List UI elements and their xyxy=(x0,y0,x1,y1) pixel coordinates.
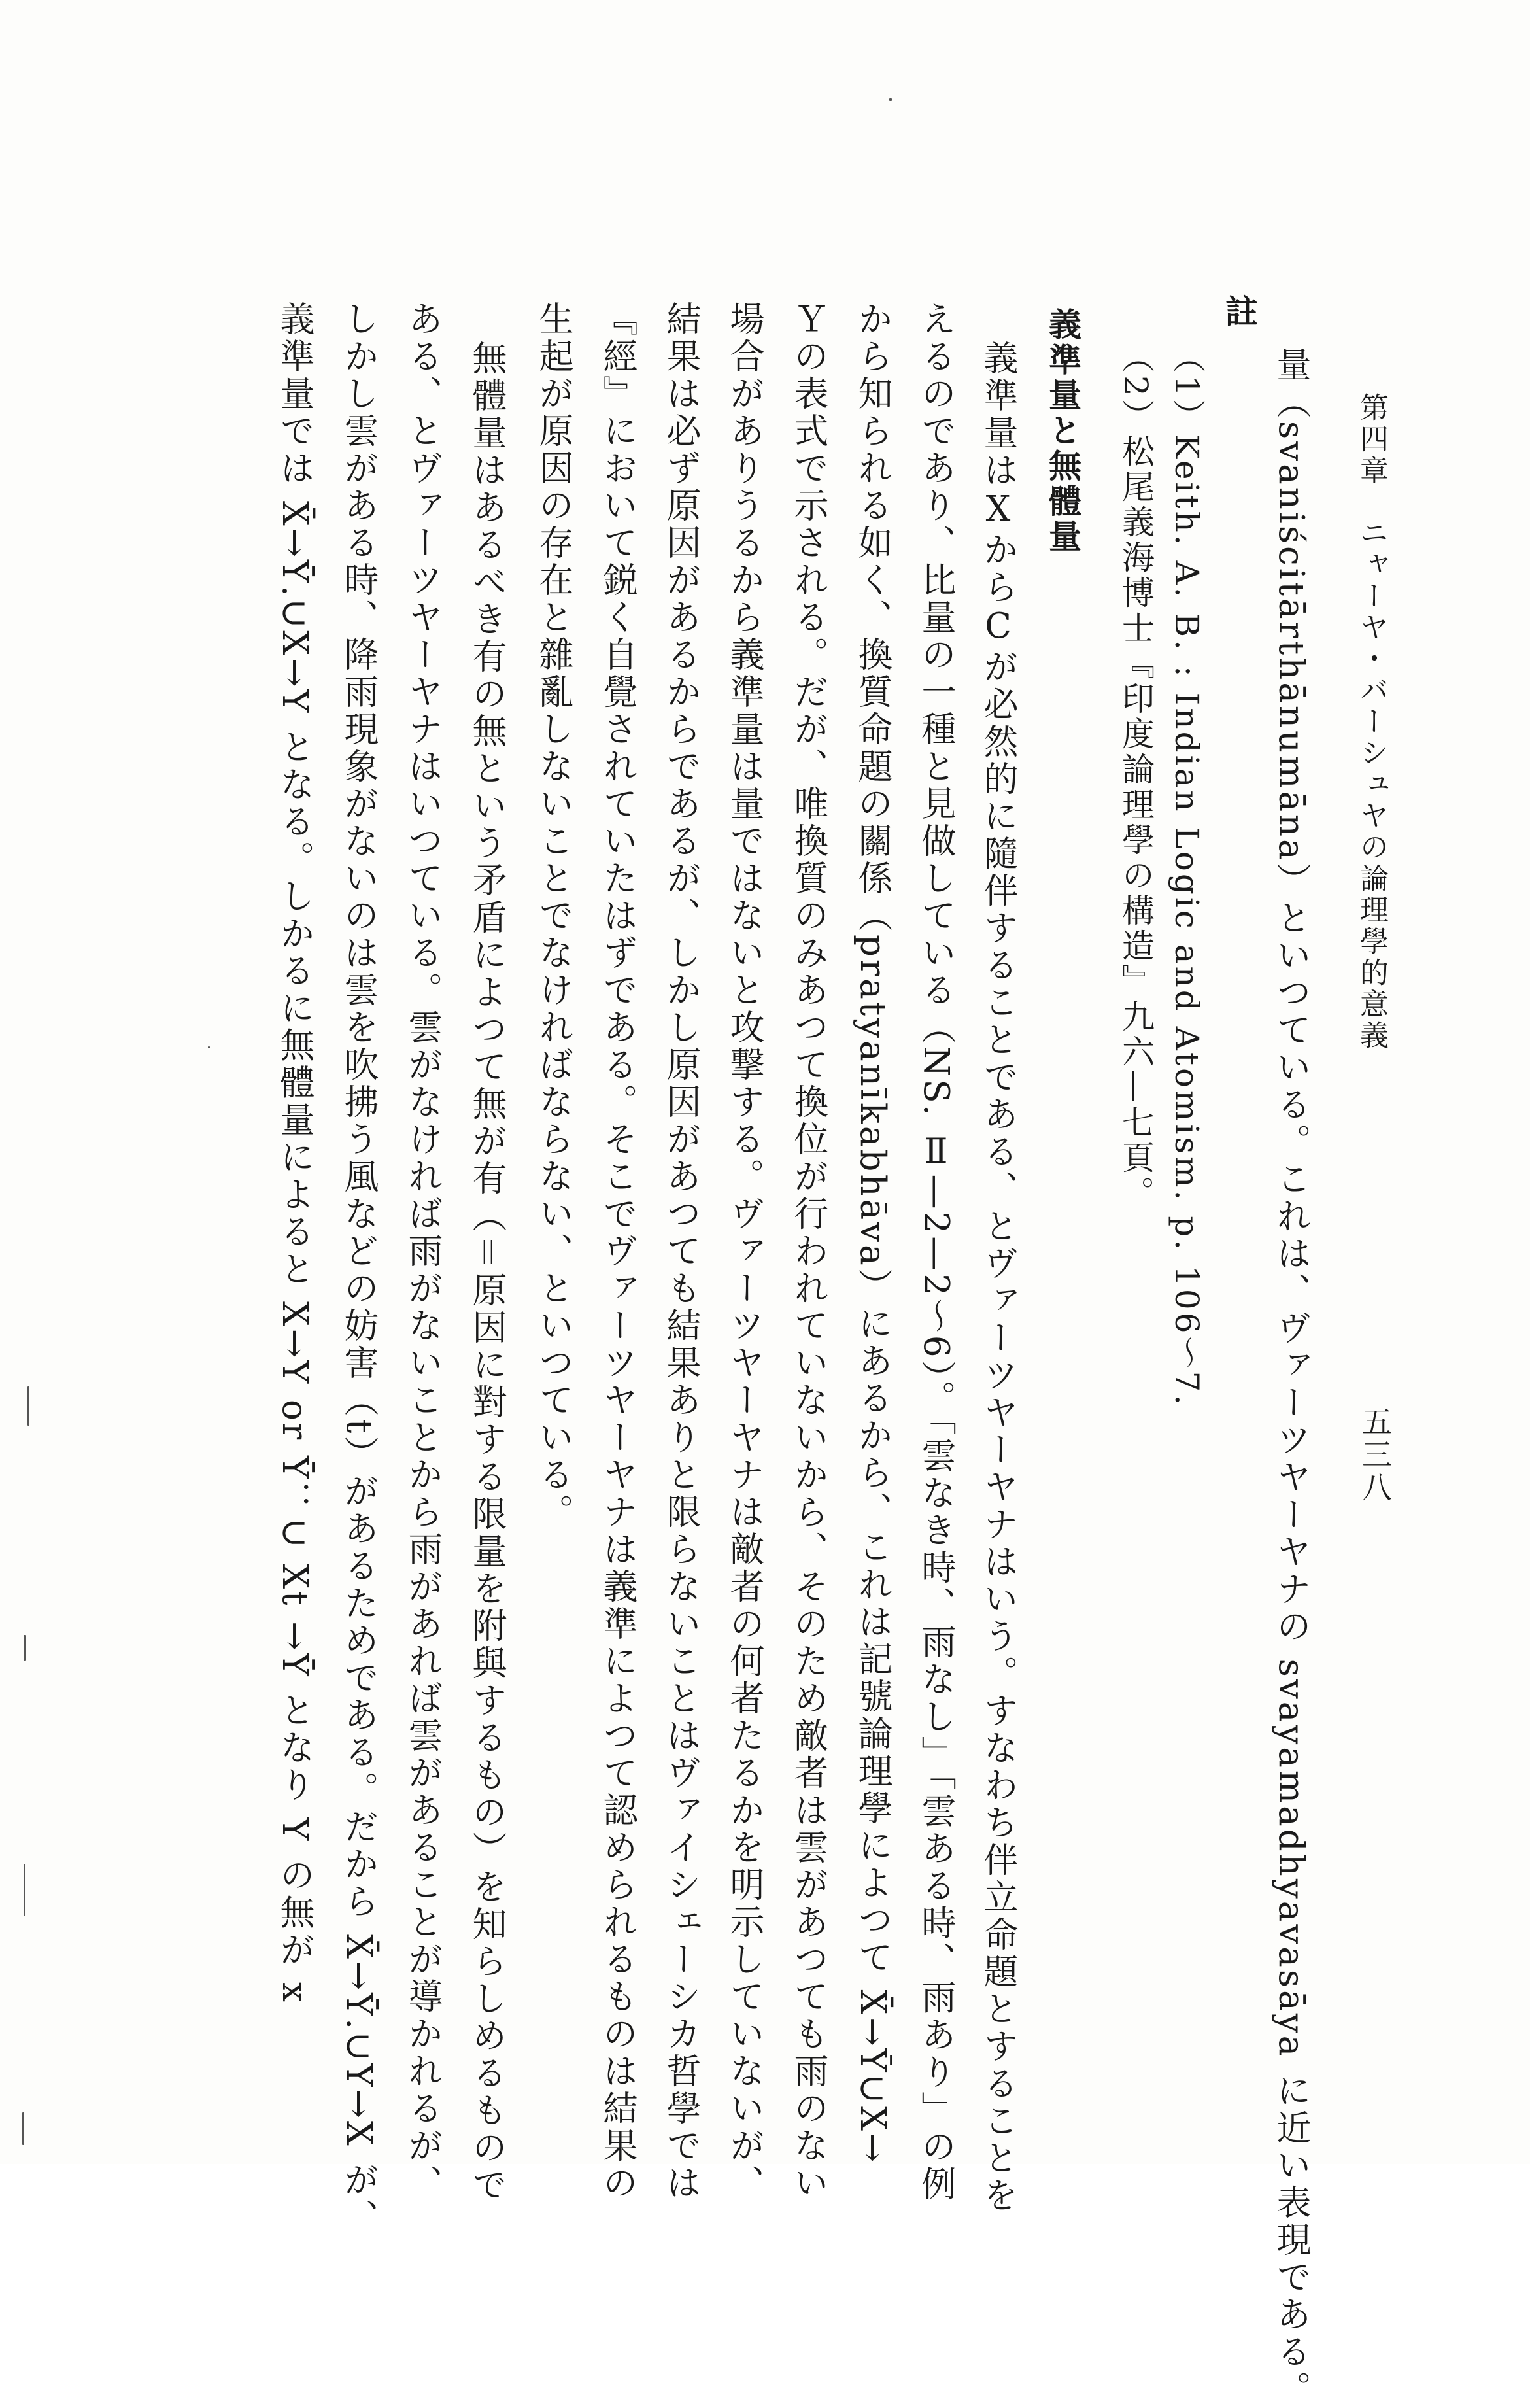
text-line: 生起が原因の存在と雜亂しないことでなければならない、といつている。 xyxy=(534,301,573,1531)
text-line: から知られる如く、換質命題の關係（pratyanīkabhāva）にあるから、これは記號論理學によつて X̄→Ȳ∪X→ xyxy=(853,301,892,2165)
text-line: ある、とヴァーツヤーヤナはいつている。雲がなければ雨がないことから雨があれば雲があることが導かれるが、 xyxy=(403,301,443,2202)
scan-speck xyxy=(24,1635,26,1661)
scan-speck xyxy=(24,1864,26,1916)
scan-speck xyxy=(889,98,892,101)
text-line: 場合がありうるから義準量は量ではないと攻撃する。ヴァーツヤーヤナは敵者の何者たるかを明示していないが、 xyxy=(724,301,764,2202)
section-heading: 義準量と無體量 xyxy=(1044,307,1082,555)
text-line: Ｙの表式で示される。だが、唯換質のみあつて換位が行われていないから、そのため敵者は雲があつても雨のない xyxy=(789,301,828,2202)
text-line: 量（svaniścitārthānumāna）といつている。これは、ヴァーツヤーヤナの svayamadhyavasāya に近い表現である。 xyxy=(1271,347,1311,2408)
text-line: 義準量では X̄→Ȳ.∪X→Y となる。しかるに無體量によると X→Y or Ȳ：∪ Xt →Ȳ となり Y の無が x xyxy=(275,301,314,2004)
footnote-2: （2）松尾義海博士『印度論理學の構造』九六—七頁。 xyxy=(1117,340,1155,1211)
text-line: しかし雲がある時、降雨現象がないのは雲を吹拂う風などの妨害（t）があるためである。だから X̄→Ȳ.∪Y→X が、 xyxy=(339,301,379,2237)
scan-speck xyxy=(22,2112,24,2145)
notes-heading: 註 xyxy=(1220,294,1259,330)
footnote-1: （1）Keith. A. B. : Indian Logic and Atomism. p. 106〜7. xyxy=(1168,340,1206,1408)
text-line: 『經』において鋭く自覺されていたはずである。そこでヴァーツヤーヤナは義準によつて認められるものは結果の xyxy=(598,301,638,2202)
text-line: 義準量はⅩからⅭが必然的に隨伴することである、とヴァーツヤーヤナはいう。すなわち伴立命題とすることを xyxy=(978,340,1018,2214)
scan-speck xyxy=(27,1386,29,1426)
scan-speck xyxy=(208,1046,210,1048)
running-title: 第四章 ニャーヤ・バーシュヤの論理學的意義 xyxy=(1355,392,1388,1052)
text-line: 結果は必ず原因があるからであるが、しかし原因があつても結果ありと限らないことはヴァイシェーシカ哲學では xyxy=(661,301,701,2202)
page-number: 五三八 xyxy=(1357,1406,1393,1504)
text-line: えるのであり、比量の一種と見做している（NS. Ⅱ—2—2〜6）。「雲なき時、雨なし」「雲ある時、雨あり」の例 xyxy=(916,301,956,2203)
text-line: 無體量はあるべき有の無という矛盾によつて無が有（＝原因に對する限量を附與するもの）を知らしめるもので xyxy=(467,340,507,2204)
